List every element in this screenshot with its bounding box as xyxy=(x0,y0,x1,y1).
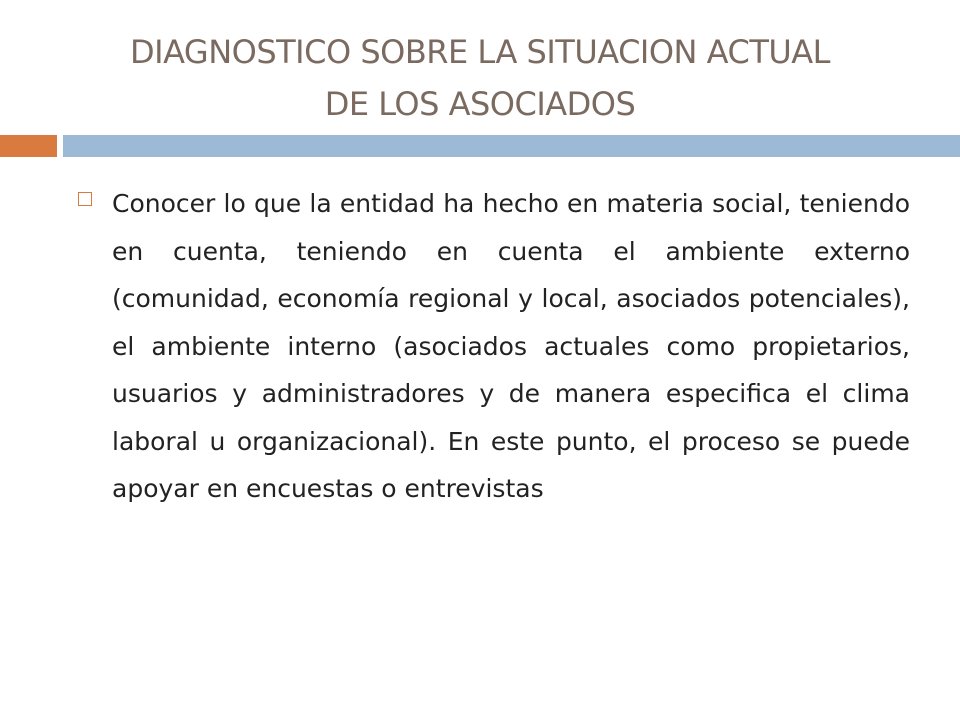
slide-title-line-2: DE LOS ASOCIADOS xyxy=(324,85,636,123)
bullet-text: Conocer lo que la entidad ha hecho en materia social, teniendo en cuenta, teniendo en cuenta el ambiente externo (comunidad, economía regional y local, asociados potenciales), el ambiente interno (asociados actuales como propietarios, usuarios y administradores y de manera especifica el clima laboral u organizacional). En este punto, el proceso se puede apoyar en encuestas o entrevistas xyxy=(112,189,910,503)
slide-title xyxy=(60,26,900,130)
square-bullet-icon xyxy=(78,192,92,206)
title-rule-bar xyxy=(63,135,960,157)
slide-title-line-1: DIAGNOSTICO SOBRE LA SITUACION ACTUAL xyxy=(129,33,830,71)
title-accent-bar xyxy=(0,135,57,157)
